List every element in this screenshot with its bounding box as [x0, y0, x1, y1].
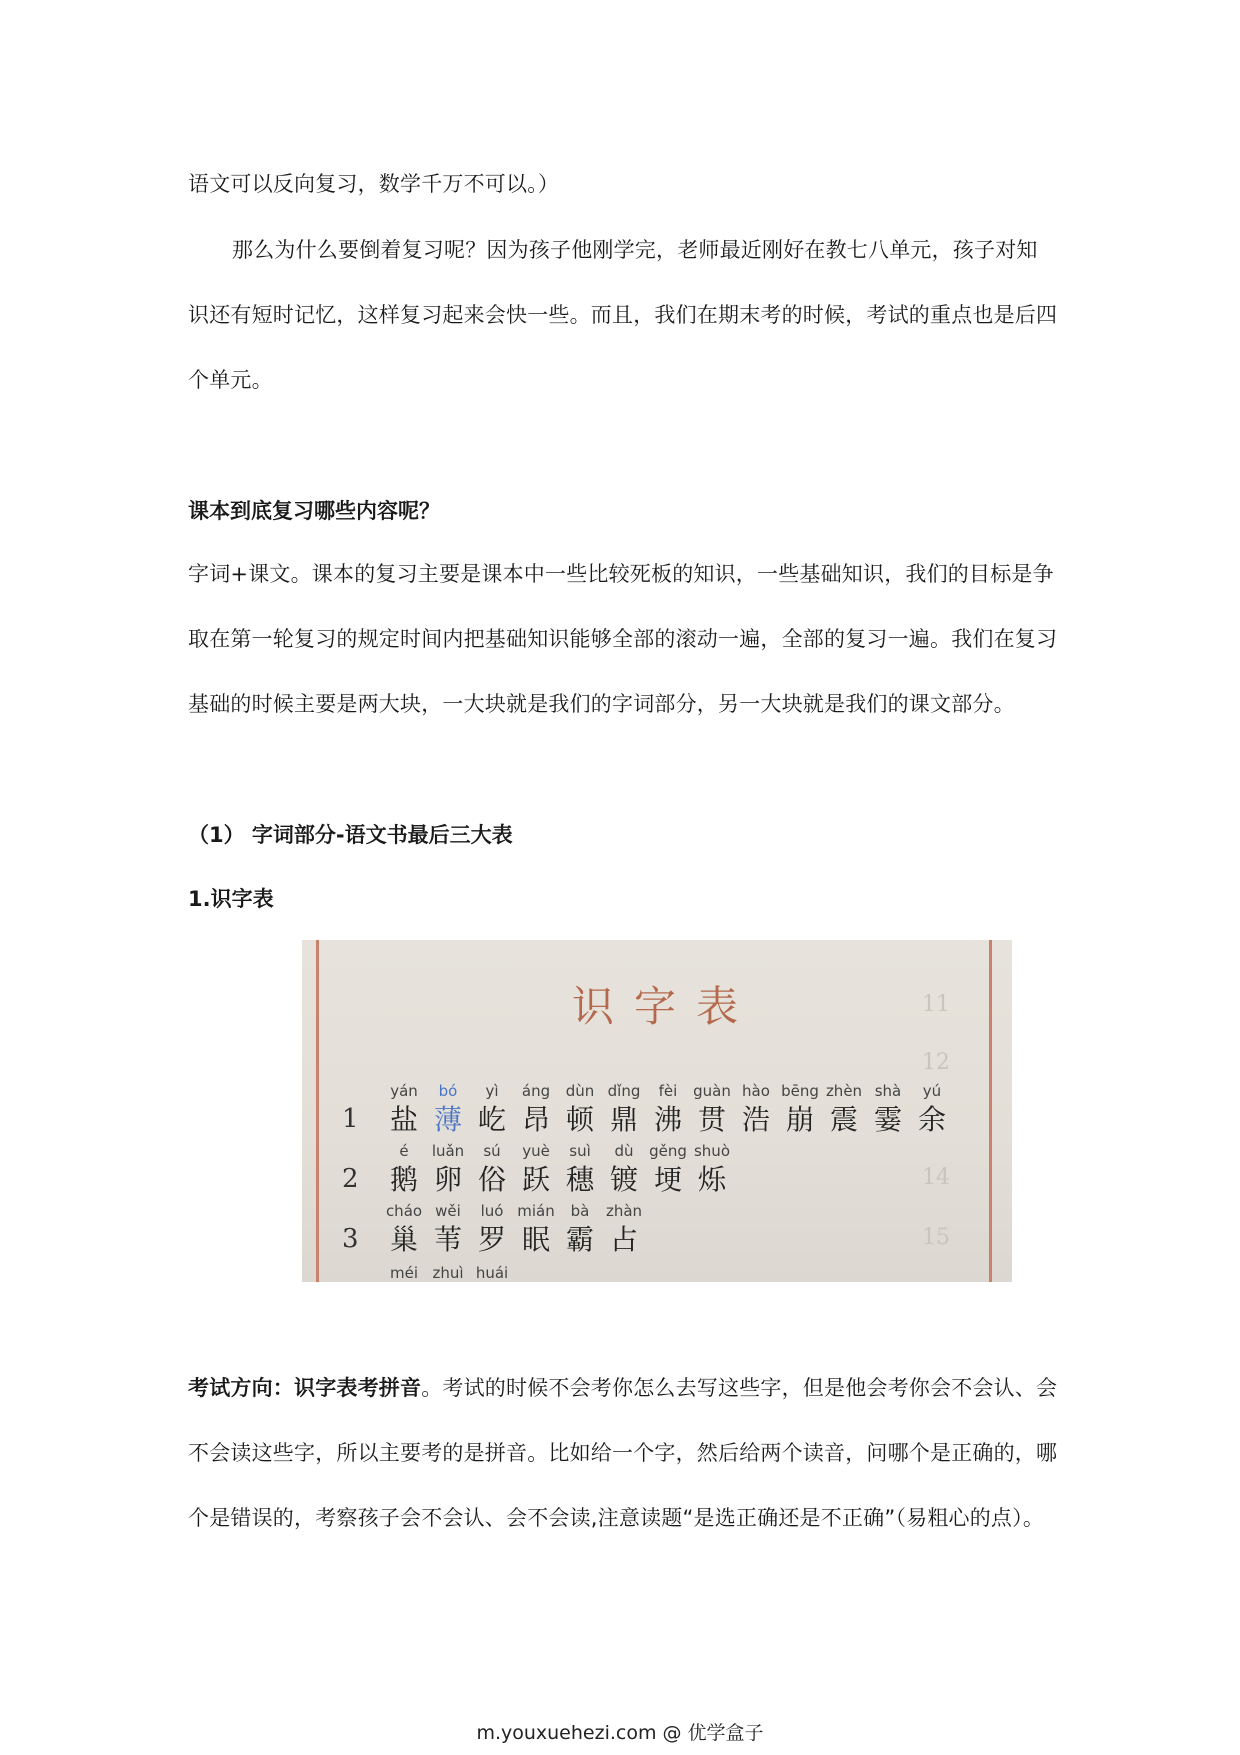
char-cell: zhàn 占	[605, 1202, 643, 1256]
pinyin-partial: méi	[389, 1264, 418, 1282]
page-edge	[989, 940, 992, 1282]
char-cell: é 鹅	[389, 1142, 418, 1196]
heading-word-section: （1） 字词部分-语文书最后三大表	[188, 823, 513, 847]
paragraph-exam-direction	[188, 1356, 1058, 1551]
char-cell: dù 镀	[609, 1142, 638, 1196]
char-cell-highlighted: bó 薄	[433, 1082, 462, 1136]
exam-direction-lead: 考试方向：识字表考拼音	[188, 1376, 422, 1400]
char-cell: guàn 贯	[693, 1082, 731, 1136]
heading-review-content: 课本到底复习哪些内容呢？	[188, 499, 440, 523]
pinyin-partial: zhuì	[432, 1264, 464, 1282]
page-footer: m.youxuehezi.com @ 优学盒子	[476, 1722, 764, 1744]
char-cell: luǎn 卵	[431, 1142, 465, 1196]
exam-direction-body: 。考试的时候不会考你怎么去写这些字，但是他会考你会不会认、会不会读这些字，所以主要考的是拼音。比如给一个字，然后给两个读音，问哪个是正确的，哪个是错误的，考察孩子会不会认、会不会读,注意读题“是选正确还是不正确”（易粗心的点）。	[188, 1376, 1058, 1530]
char-cell: áng 昂	[521, 1082, 551, 1136]
table-title: 识字表	[572, 982, 759, 1031]
paragraph-words-and-texts: 字词+课文。课本的复习主要是课本中一些比较死板的知识，一些基础知识，我们的目标是争取在第一轮复习的规定时间内把基础知识能够全部的滚动一遍，全部的复习一遍。我们在复习基础的时候主要是两大块，一大块就是我们的字词部分，另一大块就是我们的课文部分。	[188, 562, 1058, 716]
char-cell: zhèn 震	[825, 1082, 863, 1136]
paragraph-intro-end: 语文可以反向复习，数学千万不可以。）	[188, 172, 560, 196]
char-cell: shà 霎	[873, 1082, 902, 1136]
heading-literacy-table: 1.识字表	[188, 887, 274, 911]
paragraph-why-reverse: 那么为什么要倒着复习呢？因为孩子他刚学完，老师最近刚好在教七八单元，孩子对知识还有短时记忆，这样复习起来会快一些。而且，我们在期末考的时候，考试的重点也是后四个单元。	[188, 238, 1058, 392]
row-number: 3	[342, 1224, 359, 1254]
char-cell: bēng 崩	[781, 1082, 819, 1136]
char-cell: cháo 巢	[385, 1202, 423, 1256]
char-cell: yú 余	[917, 1082, 946, 1136]
char-cell: hào 浩	[741, 1082, 770, 1136]
char-cell: dǐng 鼎	[607, 1082, 641, 1136]
char-cell: yuè 跃	[521, 1142, 550, 1196]
char-cell: dùn 顿	[565, 1082, 595, 1136]
char-cell: shuò 烁	[693, 1142, 730, 1196]
char-cell: fèi 沸	[653, 1082, 682, 1136]
row-number: 2	[342, 1164, 359, 1194]
char-cell: luó 罗	[477, 1202, 506, 1256]
char-cell: sú 俗	[477, 1142, 506, 1196]
row-number: 1	[342, 1104, 359, 1134]
char-cell: yì 屹	[477, 1082, 506, 1136]
char-cell: wěi 苇	[433, 1202, 462, 1256]
char-cell: gěng 埂	[649, 1142, 687, 1196]
char-cell: mián 眠	[517, 1202, 555, 1256]
char-cell: bà 霸	[565, 1202, 594, 1256]
char-cell: yán 盐	[389, 1082, 418, 1136]
char-cell: suì 穗	[565, 1142, 594, 1196]
pinyin-partial: huái	[475, 1264, 509, 1282]
page-edge	[316, 940, 319, 1282]
textbook-literacy-table-photo: 11 12 14 15 识字表 1 yán 盐 bó 薄 yì 屹 áng 昂 dùn 顿 dǐng 鼎 fèi 沸 guàn 贯 hào 浩 bēng 崩 zhèn 震 shà 霎 yú 余 2 é 鹅 luǎn 卵 sú 俗 yuè 跃 suì 穗 dù 镀 gěng 埂 shuò 烁 3 cháo 巢 wěi 苇 luó 罗 mián 眠 bà 霸 zhàn 占 méi zhuì huái	[302, 940, 1012, 1282]
